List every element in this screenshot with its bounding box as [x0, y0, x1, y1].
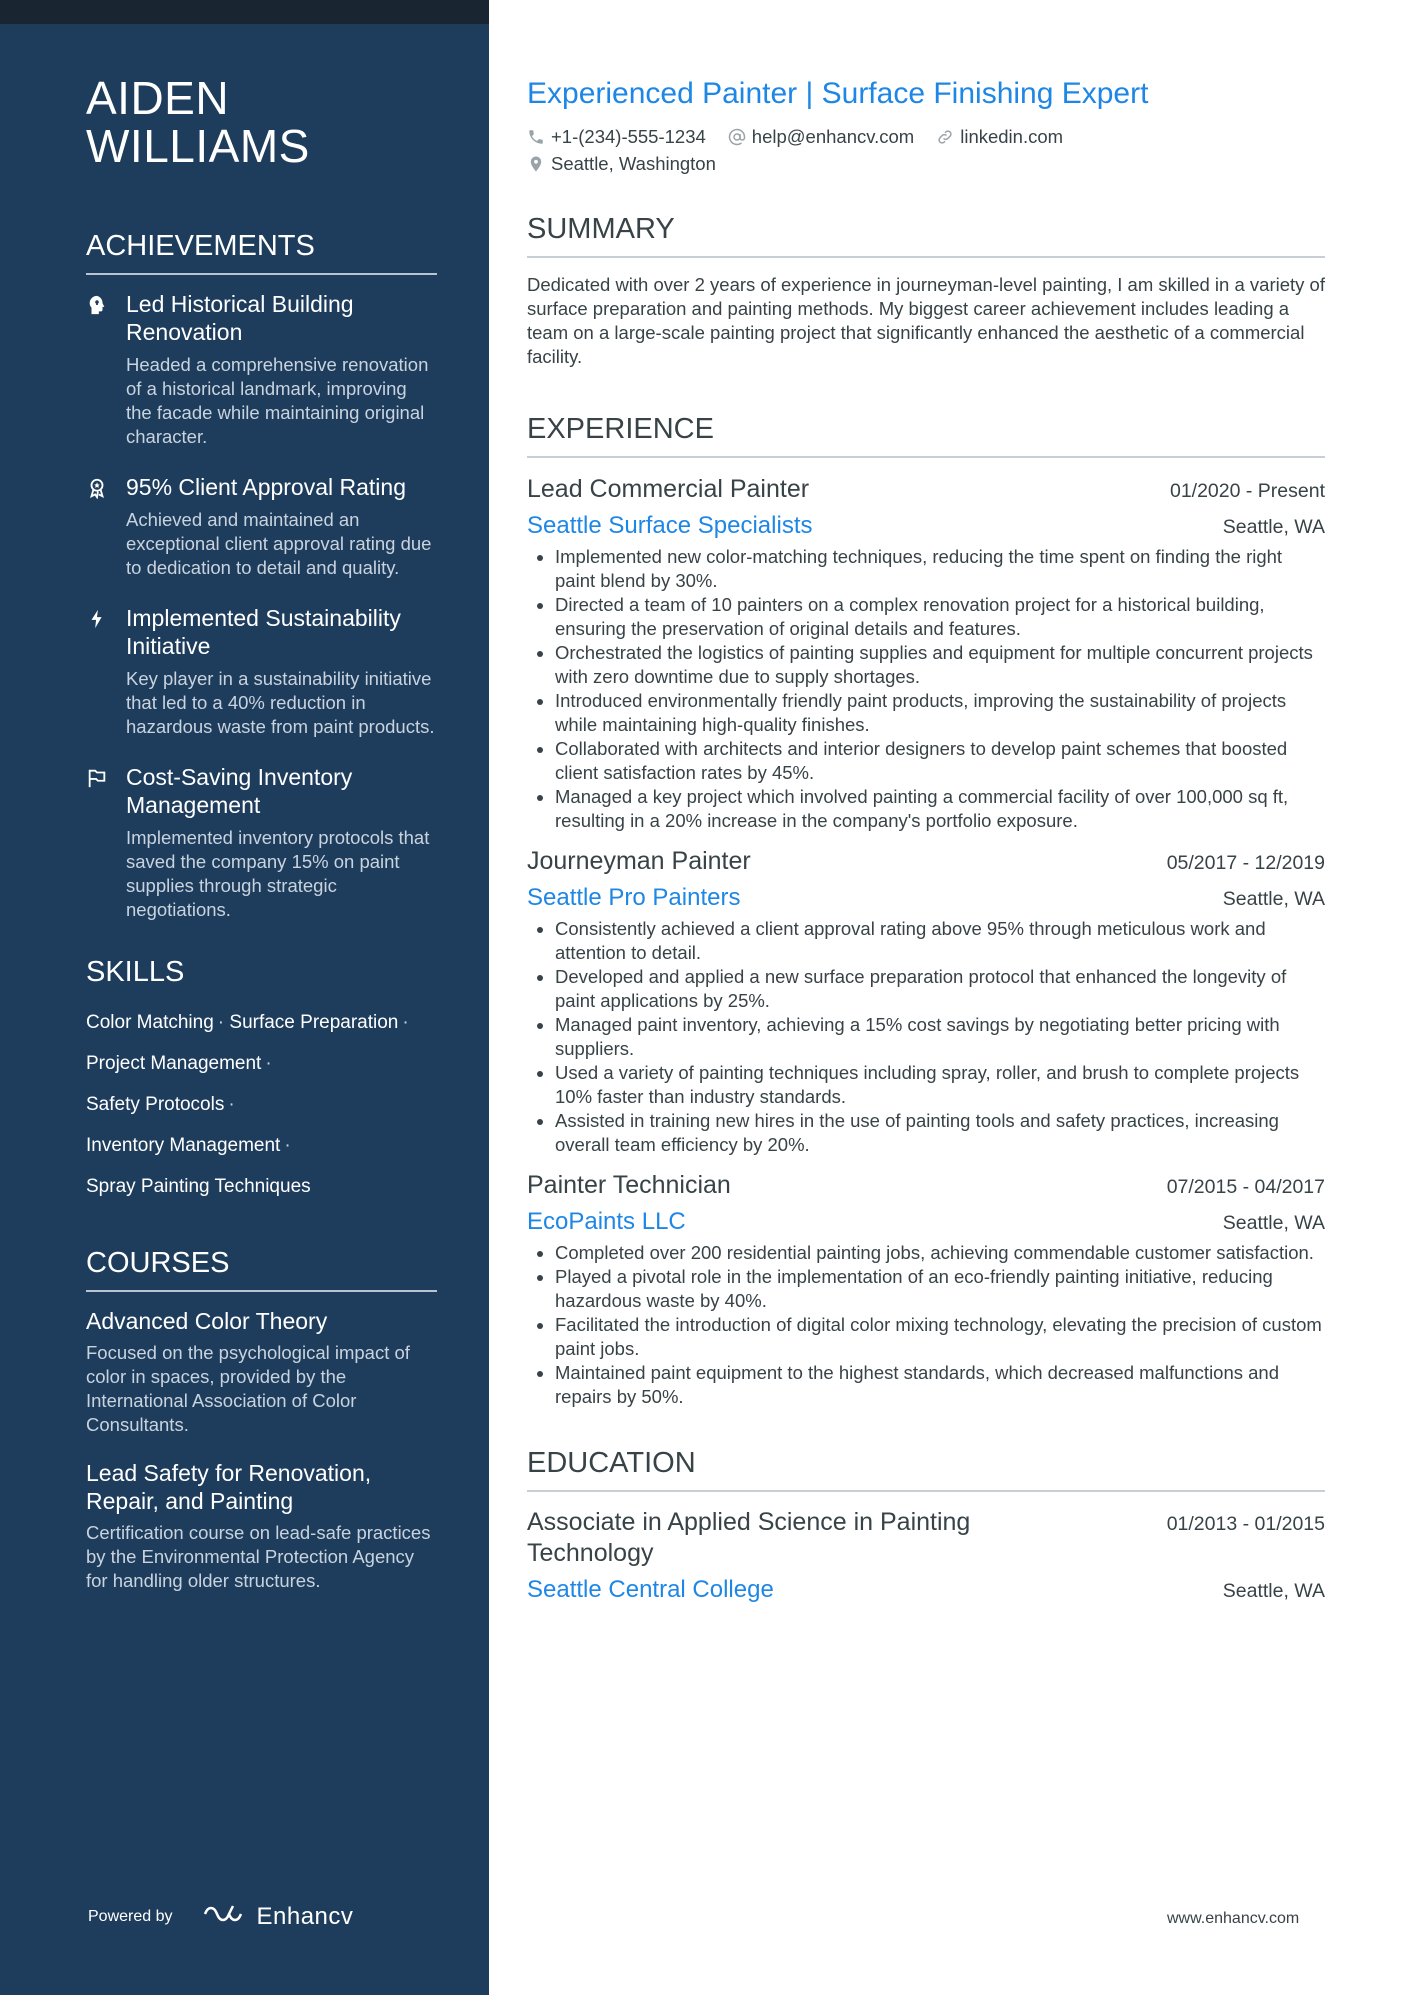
achievement-desc: Key player in a sustainability initiative that led to a 40% reduction in hazardous waste from paint products. — [126, 668, 435, 737]
skill-item: Safety Protocols — [86, 1094, 225, 1115]
bullet-item: • Consistently achieved a client approval rating above 95% through meticulous work and attention to detail. — [555, 917, 1325, 965]
achievement-title: Led Historical Building Renovation — [126, 291, 354, 345]
achievement-item — [86, 763, 437, 922]
email-contact[interactable] — [728, 126, 914, 148]
name-first: AIDEN — [86, 72, 230, 124]
job-dates: 07/2015 - 04/2017 — [1166, 1176, 1325, 1198]
bullet-item: • Directed a team of 10 painters on a complex renovation project for a historical building, ensuring the preservation of original details and features. — [555, 593, 1325, 641]
summary-section — [527, 213, 1325, 369]
skills-list — [86, 1005, 437, 1199]
location-contact — [527, 153, 716, 175]
bullet-item: • Collaborated with architects and interior designers to develop paint schemes that boosted client satisfaction rates by 45%. — [555, 737, 1325, 785]
skill-item: Inventory Management — [86, 1135, 281, 1156]
skill-item: Spray Painting Techniques — [86, 1176, 311, 1197]
job-title: Painter Technician — [527, 1171, 731, 1199]
skill-row — [86, 1175, 437, 1199]
bullet-item: • Facilitated the introduction of digital color mixing technology, elevating the precision of custom paint jobs. — [555, 1313, 1325, 1361]
bullet-item: • Played a pivotal role in the implementation of an eco-friendly painting initiative, reducing hazardous waste by 40%. — [555, 1265, 1325, 1313]
achievement-title: Implemented Sustainability Initiative — [126, 605, 401, 659]
achievement-item — [86, 473, 437, 580]
link-icon — [936, 128, 954, 146]
job-location: Seattle, WA — [1222, 1212, 1325, 1234]
course-item — [86, 1307, 437, 1437]
headline: Experienced Painter | Surface Finishing Expert — [527, 77, 1149, 110]
sidebar-content — [86, 74, 437, 1615]
contact-row — [527, 153, 1325, 175]
company-name: Seattle Pro Painters — [527, 884, 741, 911]
education-section — [527, 1447, 1325, 1605]
skill-row — [86, 1011, 437, 1035]
achievement-desc: Achieved and maintained an exceptional client approval rating due to dedication to detail and quality. — [126, 509, 432, 578]
job-title: Journeyman Painter — [527, 847, 751, 875]
bullet-item: • Implemented new color-matching techniques, reducing the time spent on finding the right paint blend by 30%. — [555, 545, 1325, 593]
summary-text: Dedicated with over 2 years of experience in journeyman-level painting, I am skilled in a variety of surface preparation and painting methods. My biggest career achievement includes leading a team on a large-scale painting project that significantly enhanced the aesthetic of a commercial facility. — [527, 274, 1325, 367]
job-dates: 05/2017 - 12/2019 — [1166, 852, 1325, 874]
contact-info — [527, 126, 1325, 175]
achievements-heading: ACHIEVEMENTS — [86, 230, 437, 275]
skill-separator: · — [228, 1094, 235, 1115]
bullet-item: • Maintained paint equipment to the highest standards, which decreased malfunctions and repairs by 50%. — [555, 1361, 1325, 1409]
contact-row — [527, 126, 1325, 148]
skills-heading: SKILLS — [86, 956, 185, 988]
award-icon — [86, 473, 126, 580]
flag-icon — [86, 763, 126, 922]
bullet-item: • Assisted in training new hires in the use of painting tools and safety practices, increasing overall team efficiency by 20%. — [555, 1109, 1325, 1157]
job-bullets — [527, 1241, 1325, 1409]
enhancv-logo-icon — [201, 1902, 245, 1931]
phone-icon — [527, 128, 545, 146]
job-location: Seattle, WA — [1222, 516, 1325, 538]
website-text: linkedin.com — [960, 126, 1064, 147]
experience-heading: EXPERIENCE — [527, 413, 1325, 458]
experience-section — [527, 413, 1325, 1409]
bullet-item: • Managed paint inventory, achieving a 15% cost savings by negotiating better pricing with suppliers. — [555, 1013, 1325, 1061]
bullet-item: • Managed a key project which involved painting a commercial facility of over 100,000 sq ft, resulting in a 20% increase in the company's portfolio exposure. — [555, 785, 1325, 833]
location-text: Seattle, Washington — [551, 153, 716, 174]
skill-row — [86, 1134, 437, 1158]
bullet-item: • Orchestrated the logistics of painting supplies and equipment for multiple concurrent projects with zero downtime due to supply shortages. — [555, 641, 1325, 689]
job-location: Seattle, WA — [1222, 888, 1325, 910]
location-pin-icon — [527, 155, 545, 173]
school-name: Seattle Central College — [527, 1576, 774, 1603]
courses-heading: COURSES — [86, 1247, 437, 1292]
bullet-item: • Used a variety of painting techniques including spray, roller, and brush to complete projects 10% faster than industry standards. — [555, 1061, 1325, 1109]
summary-heading: SUMMARY — [527, 213, 1325, 258]
phone-text: +1-(234)-555-1234 — [551, 126, 706, 147]
achievement-item — [86, 290, 437, 449]
skill-separator: · — [265, 1053, 272, 1074]
achievement-desc: Headed a comprehensive renovation of a historical landmark, improving the facade while maintaining original character. — [126, 354, 429, 447]
achievement-title: 95% Client Approval Rating — [126, 474, 406, 500]
job-title: Lead Commercial Painter — [527, 475, 810, 503]
skills-section — [86, 956, 437, 1199]
achievement-title: Cost-Saving Inventory Management — [126, 764, 353, 818]
bullet-item: • Introduced environmentally friendly paint products, improving the sustainability of projects while maintaining high-quality finishes. — [555, 689, 1325, 737]
job-dates: 01/2020 - Present — [1169, 480, 1325, 502]
degree-title: Associate in Applied Science in Painting Technology — [527, 1508, 971, 1567]
courses-section — [86, 1247, 437, 1593]
skill-separator: · — [284, 1135, 291, 1156]
skill-item: Surface Preparation — [229, 1012, 399, 1033]
head-icon — [86, 290, 126, 449]
bullet-item: • Completed over 200 residential painting jobs, achieving commendable customer satisfaction. — [555, 1241, 1325, 1265]
lightning-icon — [86, 604, 126, 739]
skill-row — [86, 1052, 437, 1076]
education-heading: EDUCATION — [527, 1447, 1325, 1492]
school-location: Seattle, WA — [1222, 1580, 1325, 1602]
sidebar-top-bar — [0, 0, 489, 24]
email-text: help@enhancv.com — [751, 126, 915, 147]
company-name: Seattle Surface Specialists — [527, 512, 813, 539]
achievement-item — [86, 604, 437, 739]
brand-name: Enhancv — [256, 1902, 354, 1930]
achievement-desc: Implemented inventory protocols that saved the company 15% on paint supplies through strategic negotiations. — [126, 827, 430, 920]
course-desc: Focused on the psychological impact of color in spaces, provided by the International Association of Color Consultants. — [86, 1342, 410, 1435]
main-content — [527, 74, 1325, 1617]
education-dates: 01/2013 - 01/2015 — [1166, 1513, 1325, 1535]
achievements-section — [86, 230, 437, 922]
website-contact[interactable] — [936, 126, 1063, 148]
powered-by-label: Powered by — [88, 1907, 173, 1925]
job-entry — [527, 473, 1325, 833]
education-entry — [527, 1507, 1325, 1605]
course-title: Lead Safety for Renovation, Repair, and Painting — [86, 1460, 372, 1514]
job-entry — [527, 845, 1325, 1157]
course-desc: Certification course on lead-safe practices by the Environmental Protection Agency for handling older structures. — [86, 1522, 431, 1591]
skill-row — [86, 1093, 437, 1117]
job-bullets — [527, 545, 1325, 833]
company-name: EcoPaints LLC — [527, 1208, 686, 1235]
bullet-item: • Developed and applied a new surface preparation protocol that enhanced the longevity of paint applications by 25%. — [555, 965, 1325, 1013]
skill-separator: · — [402, 1012, 409, 1033]
name-last: WILLIAMS — [86, 120, 310, 172]
powered-by — [88, 1902, 353, 1931]
course-title: Advanced Color Theory — [86, 1308, 328, 1334]
phone-contact[interactable] — [527, 126, 706, 148]
job-entry — [527, 1169, 1325, 1409]
footer-url[interactable]: www.enhancv.com — [1167, 1910, 1300, 1927]
candidate-name — [86, 74, 437, 170]
sidebar — [0, 0, 489, 1995]
skill-item: Color Matching — [86, 1012, 214, 1033]
skill-item: Project Management — [86, 1053, 262, 1074]
job-bullets — [527, 917, 1325, 1157]
skill-separator: · — [217, 1012, 225, 1033]
at-icon — [728, 128, 746, 146]
course-item — [86, 1459, 437, 1593]
